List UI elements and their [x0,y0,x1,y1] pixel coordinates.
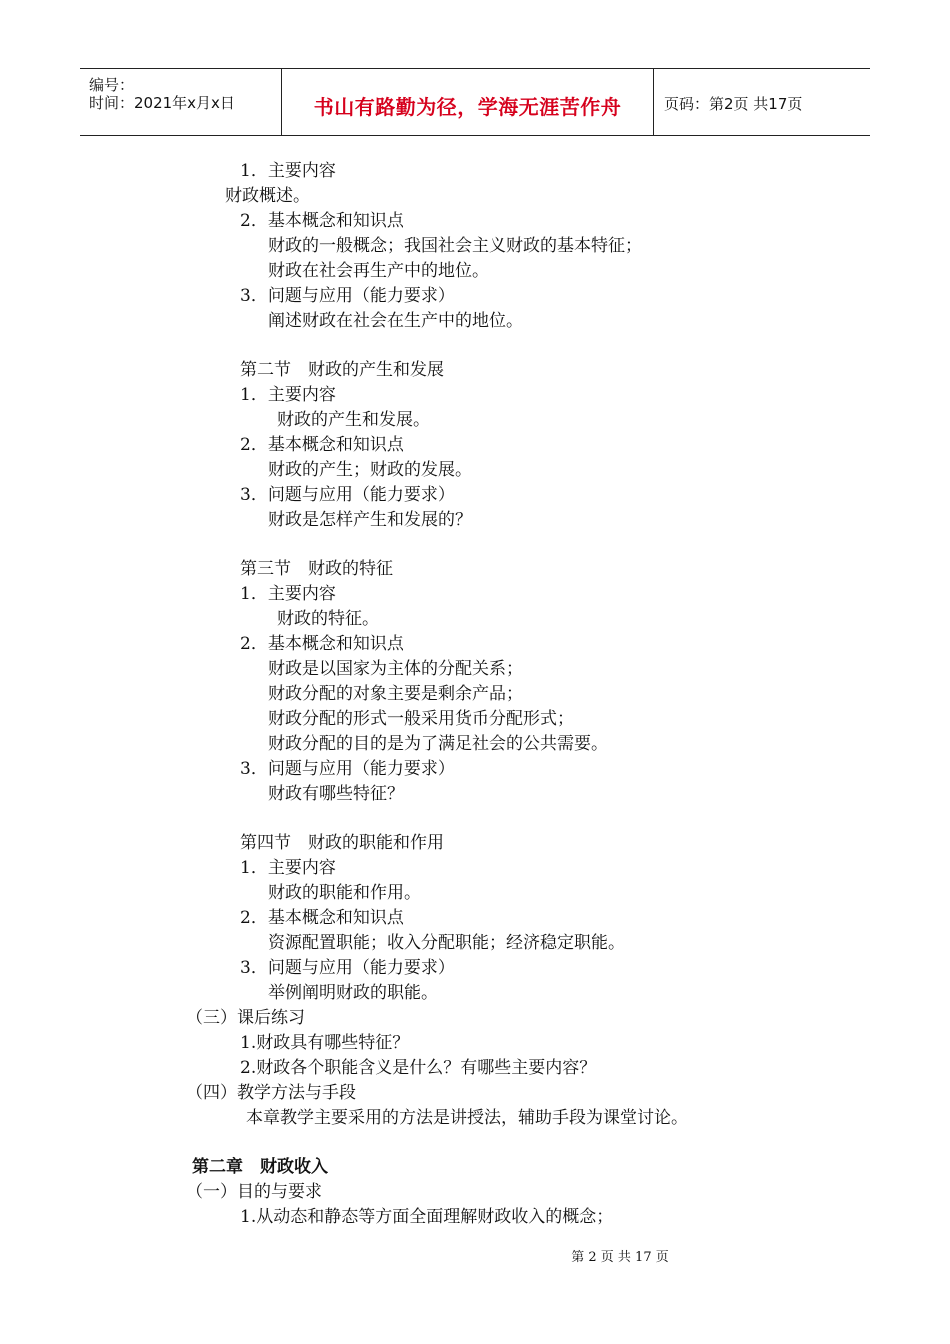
content-text: 财政有哪些特征？ [268,784,404,804]
section-heading: 第二节 财政的产生和发展 [240,360,444,380]
chapter-heading: 第二章 财政收入 [192,1157,328,1177]
content-text: 财政分配的形式一般采用货币分配形式； [268,709,574,729]
document-date-label: 时间：2021年x月x日 [89,94,235,112]
item-questions: 3．问题与应用（能力要求） [240,485,455,505]
content-text: 财政在社会再生产中的地位。 [268,261,489,281]
content-text: 财政的特征。 [277,609,379,629]
content-text: 财政分配的对象主要是剩余产品； [268,684,523,704]
document-number-label: 编号： [89,76,135,94]
subsection-heading: （三）课后练习 [186,1008,305,1028]
subsection-heading: （一）目的与要求 [186,1182,322,1202]
item-key-concepts: 2．基本概念和知识点 [240,435,404,455]
content-text: 财政的产生和发展。 [277,410,430,430]
content-text: 财政的产生；财政的发展。 [268,460,472,480]
exercise-item: 2.财政各个职能含义是什么？有哪些主要内容？ [240,1058,597,1078]
page-header [80,68,870,136]
header-motto-cell [282,69,654,135]
item-questions: 3．问题与应用（能力要求） [240,958,455,978]
page-footer [0,1246,950,1265]
content-text: 财政分配的目的是为了满足社会的公共需要。 [268,734,608,754]
content-text: 财政是以国家为主体的分配关系； [268,659,523,679]
item-key-concepts: 2．基本概念和知识点 [240,634,404,654]
content-text: 财政概述。 [225,186,310,206]
section-heading: 第四节 财政的职能和作用 [240,833,444,853]
content-text: 本章教学主要采用的方法是讲授法，辅助手段为课堂讨论。 [246,1108,688,1128]
header-info-cell [80,69,282,135]
content-text: 财政的职能和作用。 [268,883,421,903]
item-main-content: 1．主要内容 [240,858,336,878]
header-motto: 书山有路勤为径，学海无涯苦作舟 [313,95,622,119]
content-text: 1.从动态和静态等方面全面理解财政收入的概念； [240,1207,614,1227]
content-text: 资源配置职能；收入分配职能；经济稳定职能。 [268,933,625,953]
header-page-cell [654,69,870,135]
header-page-info: 页码：第2页 共17页 [664,95,803,113]
section-heading: 第三节 财政的特征 [240,559,393,579]
content-text: 举例阐明财政的职能。 [268,983,438,1003]
item-main-content: 1．主要内容 [240,584,336,604]
exercise-item: 1.财政具有哪些特征？ [240,1033,410,1053]
item-questions: 3．问题与应用（能力要求） [240,759,455,779]
footer-page-number: 第 2 页 共 17 页 [571,1250,669,1265]
content-text: 财政的一般概念；我国社会主义财政的基本特征； [268,236,642,256]
item-main-content: 1．主要内容 [240,385,336,405]
content-text: 财政是怎样产生和发展的？ [268,510,472,530]
item-key-concepts: 2．基本概念和知识点 [240,211,404,231]
item-main-content: 1．主要内容 [240,161,336,181]
item-key-concepts: 2．基本概念和知识点 [240,908,404,928]
subsection-heading: （四）教学方法与手段 [186,1083,356,1103]
item-questions: 3．问题与应用（能力要求） [240,286,455,306]
content-text: 阐述财政在社会在生产中的地位。 [268,311,523,331]
